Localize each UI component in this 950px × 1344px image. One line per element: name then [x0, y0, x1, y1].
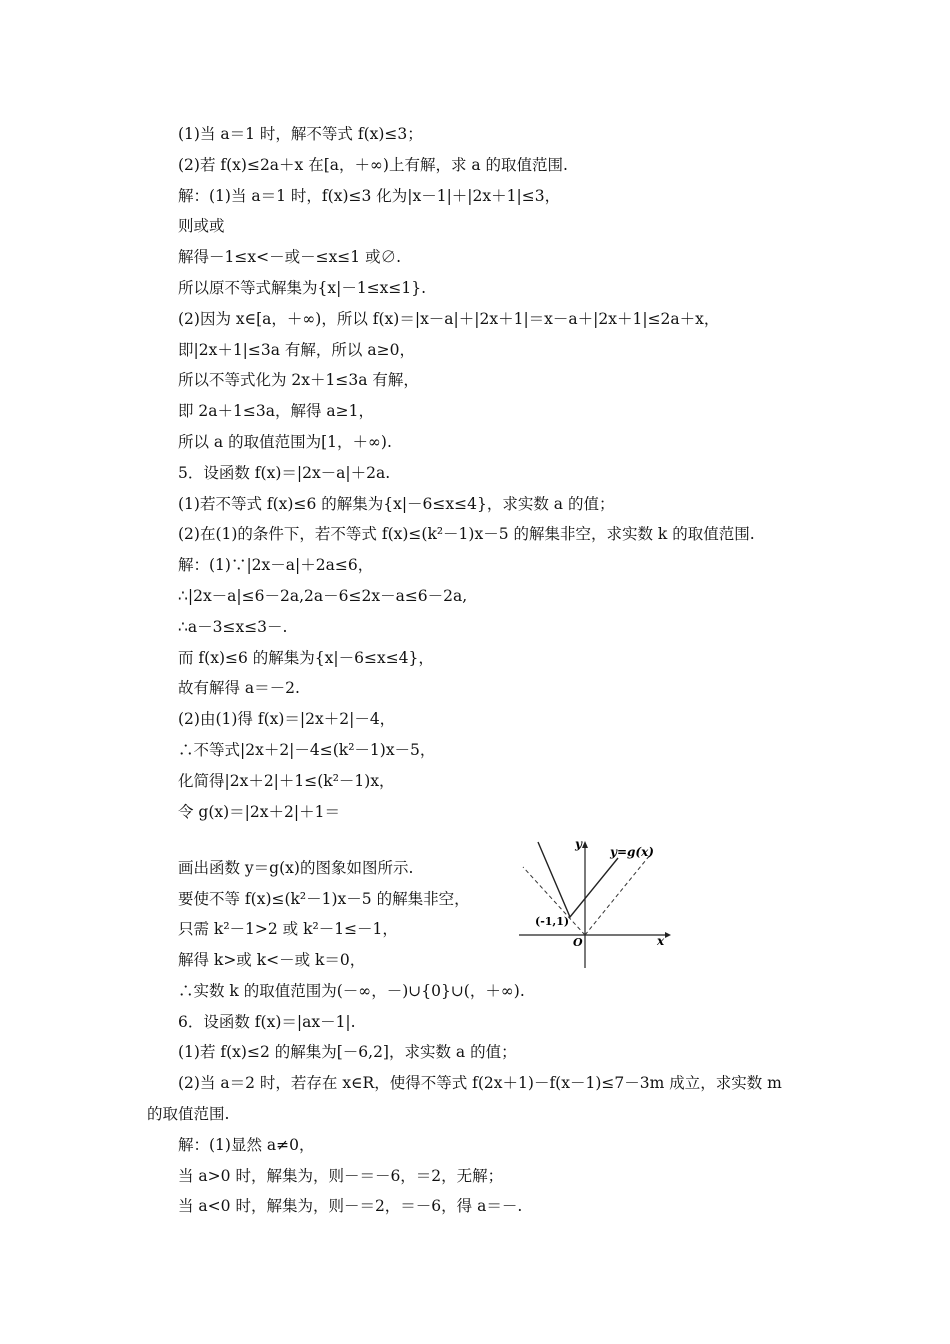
line-5: 解得－1≤x<－或－≤x≤1 或∅.	[178, 248, 402, 266]
y-label: y	[575, 837, 582, 851]
line-28: ∴实数 k 的取值范围为(－∞，－)∪{0}∪(，＋∞).	[178, 982, 525, 1000]
line-31: (2)当 a＝2 时，若存在 x∈R，使得不等式 f(2x＋1)－f(x－1)≤7－3m 成立，求实数 m	[178, 1074, 782, 1092]
g-graph-curve	[538, 842, 618, 917]
line-32: 的取值范围.	[147, 1105, 230, 1123]
line-33: 解：(1)显然 a≠0，	[178, 1136, 315, 1154]
line-21: ∴不等式|2x＋2|－4≤(k²－1)x－5，	[178, 741, 436, 759]
line-16: ∴|2x－a|≤6－2a,2a－6≤2x－a≤6－2a,	[178, 587, 468, 605]
line-1: (1)当 a＝1 时，解不等式 f(x)≤3；	[178, 125, 423, 143]
line-35: 当 a<0 时，解集为，则－＝2，＝－6，得 a＝－.	[178, 1197, 523, 1215]
line-34: 当 a>0 时，解集为，则－＝－6，＝2，无解；	[178, 1167, 504, 1185]
line-17: ∴a－3≤x≤3－.	[178, 618, 288, 636]
line-19: 故有解得 a＝－2.	[178, 679, 300, 697]
dashed-line-right	[585, 855, 650, 935]
line-24: 画出函数 y＝g(x)的图象如图所示.	[178, 859, 414, 877]
line-2: (2)若 f(x)≤2a＋x 在[a，＋∞)上有解，求 a 的取值范围.	[178, 156, 568, 174]
line-29: 6．设函数 f(x)＝|ax－1|.	[178, 1013, 356, 1031]
line-3: 解：(1)当 a＝1 时，f(x)≤3 化为|x－1|＋|2x＋1|≤3，	[178, 187, 561, 205]
curve-label: y=g(x)	[610, 845, 654, 859]
line-6: 所以原不等式解集为{x|－1≤x≤1}.	[178, 279, 427, 297]
line-7: (2)因为 x∈[a，＋∞)，所以 f(x)＝|x－a|＋|2x＋1|＝x－a＋|2x＋1|≤2a＋x，	[178, 310, 720, 328]
line-15: 解：(1)∵|2x－a|＋2a≤6，	[178, 556, 374, 574]
line-18: 而 f(x)≤6 的解集为{x|－6≤x≤4}，	[178, 649, 434, 667]
line-20: (2)由(1)得 f(x)＝|2x＋2|－4，	[178, 710, 396, 728]
y-axis-arrow	[582, 841, 588, 848]
line-8: 即|2x＋1|≤3a 有解，所以 a≥0，	[178, 341, 415, 359]
line-25: 要使不等 f(x)≤(k²－1)x－5 的解集非空，	[178, 890, 470, 908]
function-graph	[515, 832, 675, 972]
line-26: 只需 k²－1>2 或 k²－1≤－1，	[178, 920, 398, 938]
line-27: 解得 k>或 k<－或 k＝0，	[178, 951, 366, 969]
line-11: 所以 a 的取值范围为[1，＋∞).	[178, 433, 392, 451]
line-13: (1)若不等式 f(x)≤6 的解集为{x|－6≤x≤4}，求实数 a 的值；	[178, 495, 615, 513]
x-axis-arrow	[665, 932, 671, 938]
line-4: 则或或	[178, 217, 225, 235]
line-10: 即 2a＋1≤3a，解得 a≥1，	[178, 402, 374, 420]
line-30: (1)若 f(x)≤2 的解集为[－6,2]，求实数 a 的值；	[178, 1043, 517, 1061]
line-14: (2)在(1)的条件下，若不等式 f(x)≤(k²－1)x－5 的解集非空，求实数 k 的取值范围.	[178, 525, 755, 543]
origin-label: O	[573, 936, 583, 949]
line-23: 令 g(x)＝|2x＋2|＋1＝	[178, 803, 340, 821]
x-label: x	[657, 934, 665, 948]
line-9: 所以不等式化为 2x＋1≤3a 有解，	[178, 371, 419, 389]
line-22: 化简得|2x＋2|＋1≤(k²－1)x，	[178, 772, 395, 790]
point-label: (-1,1)	[535, 915, 570, 928]
line-12: 5．设函数 f(x)＝|2x－a|＋2a.	[178, 464, 391, 482]
